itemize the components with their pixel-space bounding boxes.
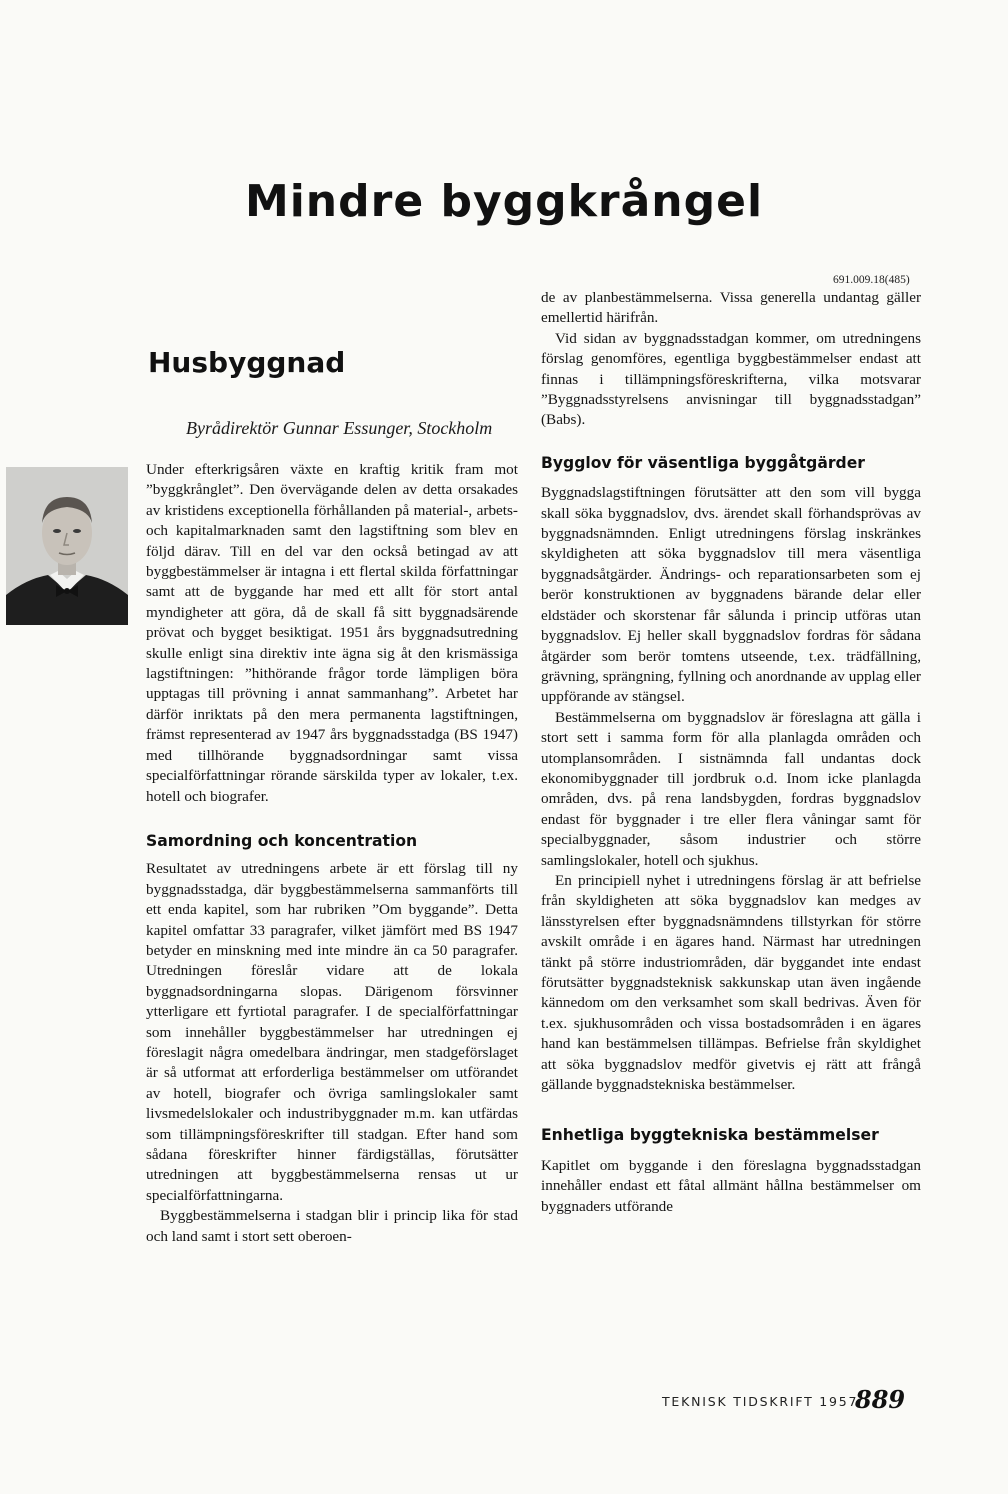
udc-classification: 691.009.18(485): [833, 274, 910, 286]
author-byline: Byrådirektör Gunnar Essunger, Stockholm: [186, 418, 493, 438]
paragraph: Under efterkrigsåren växte en kraftig kritik fram mot ”byggkrånglet”. Den övervägande delen av detta orsakades av kristidens exceptionella förhållanden på material-, arbets- och kapitalmarknaden samt den lagstiftning som blev en följd därav. Till en del var den också betingad av att byggbestämmelser är intagna i ett flertal skilda författningar samt att de byggande har med ett allt för stort antal myndigheter att göra, då de skall få sitt byggnadsärende prövat och bygget besiktigat. 1951 års byggnadsutredning skulle enligt sina direktiv inte ägna sig åt den krismässiga lagstiftningen: ”hithörande frågor torde lämpligen böra upptagas till prövning i annat sammanhang”. Arbetet har därför inriktats på den mera permanenta lagstiftningen, främst representerad av 1947 års byggnadsstadga (BS 1947) med tillhörande byggnadsordningar samt vissa specialförfattningar rörande särskilda typer av lokaler, t.ex. hotell och biografer.: [146, 461, 518, 805]
paragraph: Vid sidan av byggnadsstadgan kommer, om utredningens förslag genomföres, egentliga byggbestämmelser endast att finnas i tillämpningsföreskrifterna, vilka motsvarar ”Byggnadsstyrelsens anvisningar till byggnadsstadgan” (Babs).: [541, 329, 921, 429]
column-left: [146, 460, 518, 1247]
paragraph: Byggbestämmelserna i stadgan blir i princip lika för stad och land samt i stort sett oberoen-: [146, 1207, 518, 1245]
column-right: [541, 288, 921, 1217]
section-title: Husbyggnad: [148, 346, 346, 379]
subheading-bygglov: Bygglov för väsentliga byggåtgärder: [541, 453, 865, 472]
journal-footer: TEKNISK TIDSKRIFT 1957: [662, 1394, 859, 1409]
page-number: 889: [855, 1385, 906, 1414]
author-portrait-icon: [6, 467, 128, 625]
subheading-enhetliga: Enhetliga byggtekniska bestämmelser: [541, 1126, 879, 1145]
paragraph: En principiell nyhet i utredningens förslag är att befrielse från skyldigheten att söka byggnadslov kan medges av länsstyrelsen efter byggnadsnämndens tillstyrkan för större avskilt område i en ägares hand. Närmast har utredningen tänkt på större industriområden, där byggandet inte endast förutsätter byggnadsteknisk sakkunskap utan även ingående kännedom om den verksamhet som skall bedrivas. Även för t.ex. sjukhusområden och vissa bostadsområden i en ägares hand kan bestämmelsen tillämpas. Befrielse från skyldighet att söka byggnadslov medför givetvis ej rätt att frångå gällande byggnadstekniska bestämmelser.: [541, 871, 921, 1094]
subheading-samordning: Samordning och koncentration: [146, 831, 418, 850]
paragraph: Byggnadslagstiftningen förutsätter att den som vill bygga skall söka byggnadslov, dvs. ärendet skall förhandsprövas av byggnadsnämnden. Enligt utredningens förslag inskränkes skyldigheten att söka byggnadslov till mera väsentliga byggnadsåtgärder. Ändrings- och reparationsarbeten som ej berör konstruktionen av byggnadens bärande delar eller eldstäder och skorstenar får sålunda i princip utföras utan byggnadslov. Ej heller skall byggnadslov fordras för sådana åtgärder som berör tomtens utseende, t.ex. trädfällning, grävning, sprängning, fyllning och anordnande av upplag eller uppförande av stängsel.: [541, 484, 921, 706]
paragraph: Resultatet av utredningens arbete är ett förslag till ny byggnadsstadga, där byggbestämmelserna sammanförts till ett enda kapitel, som har rubriken ”Om byggande”. Detta kapitel omfattar 33 paragrafer, vilket jämfört med BS 1947 betyder en minskning med inte mindre än ca 50 paragrafer. Utredningen föreslår vidare att de lokala byggnadsordningarna slopas. Därigenom försvinner ytterligare ett fyrtiotal paragrafer. I de specialförfattningar som innehåller byggbestämmelser har utredningen ej föreslagit några omedelbara ändringar, men stadgeförslaget är så utformat att erforderliga bestämmelser om utförandet av hotell, biografer och övriga samlingslokaler samt livsmedelslokaler och industribyggnader m.m. kan utfärdas som tillämpningsföreskrifter till stadgan. Efter hand som sådana föreskrifter hinner färdigställas, förutsätter utredningen att byggbestämmelserna rensas ut ur specialförfattningarna.: [146, 860, 518, 1204]
article-title: Mindre byggkrångel: [244, 176, 764, 227]
paragraph: Kapitlet om byggande i den föreslagna byggnadsstadgan innehåller endast ett fåtal allmänt hållna bestämmelser om byggnaders utförande: [541, 1156, 921, 1215]
paragraph: Bestämmelserna om byggnadslov är föreslagna att gälla i stort sett i samma form för alla planlagda områden och utomplansområden. I sistnämnda fall undantas dock ekonomibyggnader till jordbruk o.d. Inom icke planlagda områden, dvs. på rena landsbygden, fordras byggnadslov endast för byggnader i tre eller flera våningar samt för specialbyggnader, såsom industrier och större samlingslokaler, hotell och sjukhus.: [541, 708, 921, 869]
paragraph: de av planbestämmelserna. Vissa generella undantag gäller emellertid härifrån.: [541, 289, 921, 327]
